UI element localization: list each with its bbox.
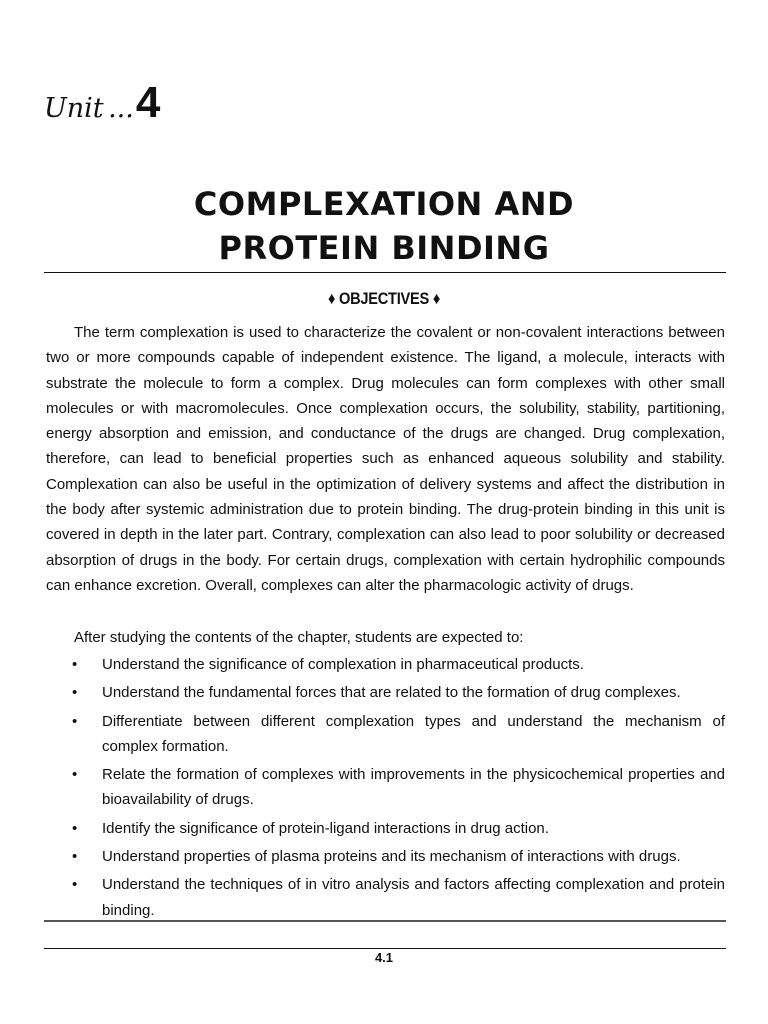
footer-divider	[44, 948, 726, 949]
list-item	[46, 652, 725, 677]
list-item-text: Understand the significance of complexation in pharmaceutical products.	[102, 656, 584, 673]
unit-heading	[44, 78, 160, 128]
list-item	[46, 844, 725, 869]
unit-number: 4	[135, 78, 161, 127]
list-item	[46, 872, 725, 923]
objectives-list	[46, 652, 725, 926]
content-end-divider	[44, 920, 726, 922]
unit-word: Unit	[44, 93, 104, 124]
list-item-text: Relate the formation of complexes with improvements in the physicochemical properties and bioavailability of drugs.	[102, 766, 725, 809]
list-item-text: Differentiate between different complexation types and understand the mechanism of complex formation.	[102, 712, 725, 755]
title-divider	[44, 272, 726, 273]
list-item	[46, 816, 725, 841]
bullet-icon: •	[72, 656, 78, 673]
bullet-icon: •	[72, 876, 78, 894]
bullet-icon: •	[72, 848, 78, 866]
list-item-text: Understand the fundamental forces that are related to the formation of drug complexes.	[102, 684, 681, 702]
chapter-title	[0, 182, 768, 270]
objectives-paragraph: The term complexation is used to characterize the covalent or non-covalent interactions between two or more compounds capable of independent existence. The ligand, a molecule, interacts with substrate the molecule to form a complex. Drug molecules can form complexes with other small molecules or with macromolecules. Once complexation occurs, the solubility, stability, partitioning, energy absorption and emission, and conductance of the drugs are changed. Drug complexation, therefore, can lead to beneficial properties such as enhanced aqueous solubility and stability. Complexation can also be useful in the optimization of delivery systems and affect the distribution in the body after systemic administration due to protein binding. The drug-protein binding in this unit is covered in depth in the later part. Contrary, complexation can also lead to poor solubility or decreased absorption of drugs in the body. For certain drugs, complexation with certain hydrophilic compounds can enhance excretion. Overall, complexes can alter the pharmacologic activity of drugs.	[46, 324, 725, 594]
chapter-title-line-2: PROTEIN BINDING	[218, 229, 550, 267]
list-item-text: Understand properties of plasma proteins and its mechanism of interactions with drugs.	[102, 848, 681, 866]
list-item-text: Identify the significance of protein-ligand interactions in drug action.	[102, 819, 549, 837]
list-item	[46, 762, 725, 813]
objectives-intro-line: After studying the contents of the chapter, students are expected to:	[74, 629, 524, 646]
bullet-icon: •	[72, 766, 78, 784]
chapter-title-line-1: COMPLEXATION AND	[193, 185, 575, 223]
objectives-heading: ♦ OBJECTIVES ♦	[327, 289, 441, 308]
bullet-icon: •	[72, 684, 78, 702]
unit-dots: ...	[108, 93, 134, 124]
page-number: 4.1	[374, 950, 394, 965]
bullet-icon: •	[72, 819, 78, 837]
list-item	[46, 709, 725, 760]
list-item	[46, 680, 725, 705]
bullet-icon: •	[72, 712, 78, 730]
list-item-text: Understand the techniques of in vitro analysis and factors affecting complexation and protein binding.	[102, 876, 725, 919]
